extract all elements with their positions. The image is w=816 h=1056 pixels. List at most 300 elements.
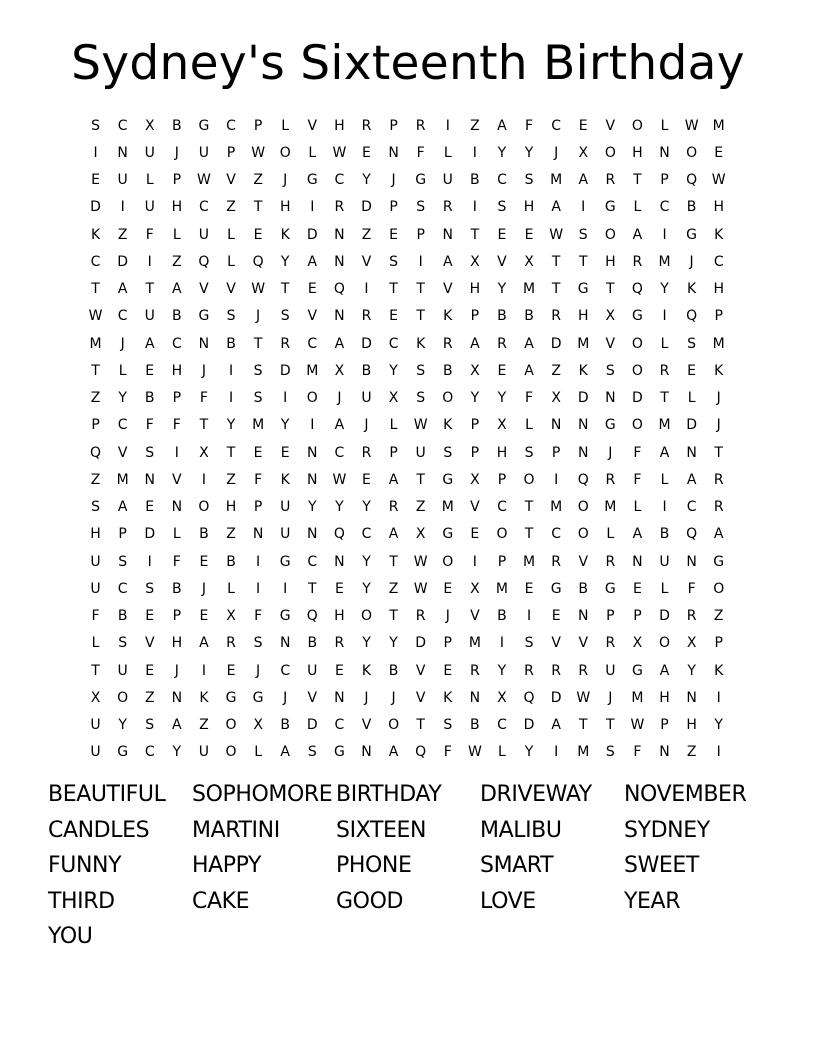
grid-letter: S xyxy=(524,172,534,189)
grid-letter: O xyxy=(577,499,589,516)
word-list-item: THIRD xyxy=(48,888,115,914)
grid-letter: U xyxy=(198,144,210,161)
grid-letter: C xyxy=(226,117,236,134)
grid-letter: N xyxy=(171,499,183,516)
grid-letter: I xyxy=(445,117,450,134)
grid-letter: G xyxy=(198,117,210,134)
grid-letter: E xyxy=(497,226,507,243)
grid-letter: B xyxy=(497,608,507,625)
grid-letter: N xyxy=(252,526,264,543)
grid-letter: O xyxy=(442,553,454,570)
grid-letter: T xyxy=(308,580,317,597)
grid-letter: K xyxy=(714,362,724,379)
grid-letter: G xyxy=(713,553,725,570)
grid-letter: H xyxy=(469,281,481,298)
grid-letter: F xyxy=(254,608,263,625)
grid-letter: N xyxy=(198,335,210,352)
grid-letter: W xyxy=(251,281,266,298)
grid-letter: S xyxy=(145,717,155,734)
grid-letter: M xyxy=(604,499,617,516)
grid-letter: W xyxy=(684,117,699,134)
grid-letter: J xyxy=(445,608,450,625)
grid-row xyxy=(82,657,734,684)
grid-letter: Q xyxy=(306,608,318,625)
grid-letter: Y xyxy=(362,499,371,516)
grid-letter: A xyxy=(578,172,589,189)
grid-letter: K xyxy=(416,335,426,352)
grid-letter: R xyxy=(659,362,670,379)
grid-letter: F xyxy=(199,390,208,407)
grid-letter: Y xyxy=(335,499,344,516)
grid-letter: D xyxy=(361,335,372,352)
grid-letter: T xyxy=(551,253,561,270)
grid-letter: S xyxy=(118,553,128,570)
grid-letter: X xyxy=(470,362,480,379)
grid-letter: U xyxy=(117,662,128,679)
grid-letter: U xyxy=(144,308,155,325)
grid-letter: D xyxy=(117,253,129,270)
grid-letter: X xyxy=(415,526,426,543)
grid-letter: S xyxy=(145,580,155,597)
grid-letter: M xyxy=(658,417,671,434)
grid-letter: G xyxy=(604,417,616,434)
grid-letter: I xyxy=(228,362,234,379)
grid-letter: U xyxy=(198,744,210,761)
page-title: Sydney's Sixteenth Birthday xyxy=(71,36,745,91)
grid-letter: E xyxy=(551,608,561,625)
grid-letter: Z xyxy=(253,172,263,189)
grid-row xyxy=(82,139,734,166)
grid-letter: J xyxy=(120,335,125,352)
grid-letter: J xyxy=(554,144,559,161)
word-list-item: BEAUTIFUL xyxy=(48,782,166,807)
grid-letter: C xyxy=(334,717,345,734)
grid-letter: A xyxy=(659,662,670,679)
grid-letter: N xyxy=(307,444,318,461)
grid-letter: I xyxy=(526,608,532,625)
grid-letter: U xyxy=(280,499,291,516)
grid-letter: E xyxy=(687,362,697,379)
grid-letter: I xyxy=(716,744,721,761)
grid-letter: E xyxy=(632,580,642,597)
grid-letter: T xyxy=(91,281,100,298)
grid-letter: D xyxy=(415,635,427,652)
grid-letter: D xyxy=(361,199,372,216)
word-list-item: CAKE xyxy=(192,888,250,914)
grid-letter: I xyxy=(228,390,234,407)
grid-letter: I xyxy=(662,226,667,243)
grid-letter: E xyxy=(253,444,263,461)
grid-letter: S xyxy=(91,499,100,516)
grid-letter: U xyxy=(442,172,453,189)
grid-letter: B xyxy=(470,172,480,189)
grid-letter: Z xyxy=(90,390,101,407)
grid-letter: F xyxy=(633,471,642,488)
word-list-item: FUNNY xyxy=(48,853,122,879)
grid-letter: J xyxy=(608,444,613,461)
grid-letter: G xyxy=(442,471,454,488)
grid-letter: J xyxy=(716,390,721,407)
grid-letter: T xyxy=(91,662,100,679)
grid-letter: A xyxy=(524,362,534,379)
grid-row xyxy=(82,357,734,384)
grid-letter: V xyxy=(470,499,480,516)
grid-letter: S xyxy=(443,444,453,461)
grid-letter: B xyxy=(172,580,182,597)
grid-letter: X xyxy=(470,471,480,488)
grid-letter: O xyxy=(388,717,400,734)
grid-letter: F xyxy=(687,580,696,597)
grid-letter: P xyxy=(172,608,182,625)
grid-letter: C xyxy=(361,526,372,543)
grid-letter: B xyxy=(144,390,155,407)
grid-letter: X xyxy=(632,635,643,652)
grid-letter: A xyxy=(172,717,182,734)
grid-letter: D xyxy=(632,390,643,407)
grid-row xyxy=(82,575,734,602)
word-list-item: SYDNEY xyxy=(624,817,710,843)
grid-letter: P xyxy=(470,444,480,461)
grid-letter: R xyxy=(605,635,616,652)
grid-letter: Y xyxy=(714,717,723,734)
grid-letter: T xyxy=(280,281,290,298)
grid-letter: S xyxy=(497,199,507,216)
grid-letter: W xyxy=(711,172,726,189)
grid-letter: Q xyxy=(333,526,345,543)
grid-letter: G xyxy=(279,553,291,570)
grid-letter: U xyxy=(307,662,318,679)
grid-letter: K xyxy=(443,417,453,434)
grid-letter: R xyxy=(551,662,561,679)
grid-letter: W xyxy=(413,553,428,570)
grid-row xyxy=(82,439,734,466)
grid-letter: B xyxy=(686,199,697,216)
grid-letter: M xyxy=(550,499,563,516)
grid-letter: C xyxy=(713,253,724,270)
grid-letter: T xyxy=(226,444,236,461)
grid-letter: R xyxy=(605,172,616,189)
grid-letter: S xyxy=(389,253,399,270)
grid-letter: G xyxy=(225,689,237,706)
grid-letter: K xyxy=(714,226,724,243)
grid-letter: O xyxy=(604,226,616,243)
grid-letter: X xyxy=(334,362,345,379)
grid-letter: X xyxy=(199,444,209,461)
grid-letter: I xyxy=(716,689,721,706)
grid-letter: E xyxy=(145,499,155,516)
grid-letter: V xyxy=(144,635,155,652)
grid-letter: B xyxy=(497,308,507,325)
grid-letter: N xyxy=(577,444,589,461)
grid-letter: C xyxy=(117,417,128,434)
grid-letter: T xyxy=(416,717,425,734)
word-list-item: YEAR xyxy=(624,888,681,914)
word-list-item: SMART xyxy=(480,853,554,879)
grid-letter: Y xyxy=(118,390,127,407)
grid-letter: X xyxy=(144,117,155,134)
grid-letter: Z xyxy=(90,471,101,488)
grid-letter: M xyxy=(631,689,644,706)
grid-row xyxy=(82,112,734,139)
grid-letter: G xyxy=(442,526,454,543)
grid-letter: V xyxy=(307,308,318,325)
grid-letter: I xyxy=(364,281,369,298)
grid-letter: B xyxy=(388,662,399,679)
grid-letter: K xyxy=(443,689,453,706)
grid-letter: V xyxy=(226,281,236,298)
grid-letter: E xyxy=(307,281,317,298)
grid-letter: T xyxy=(253,199,263,216)
grid-letter: U xyxy=(90,717,101,734)
grid-letter: B xyxy=(172,117,182,134)
grid-letter: S xyxy=(416,199,426,216)
grid-letter: P xyxy=(551,444,561,461)
word-list-item: SIXTEEN xyxy=(336,817,427,843)
grid-letter: N xyxy=(686,444,697,461)
grid-letter: N xyxy=(550,417,562,434)
grid-letter: T xyxy=(145,281,155,298)
grid-letter: U xyxy=(280,526,291,543)
word-list-item: GOOD xyxy=(336,888,404,914)
grid-letter: L xyxy=(443,144,452,161)
grid-letter: V xyxy=(470,608,480,625)
grid-letter: Y xyxy=(660,281,669,298)
grid-letter: C xyxy=(90,253,101,270)
grid-letter: R xyxy=(334,635,345,652)
grid-letter: L xyxy=(660,471,669,488)
grid-letter: S xyxy=(307,744,317,761)
grid-letter: A xyxy=(117,281,128,298)
grid-letter: H xyxy=(713,281,724,298)
grid-letter: D xyxy=(550,689,562,706)
grid-letter: M xyxy=(712,335,725,352)
grid-letter: A xyxy=(280,744,290,761)
grid-row xyxy=(82,521,734,548)
grid-letter: U xyxy=(144,144,155,161)
grid-letter: N xyxy=(361,744,372,761)
grid-row xyxy=(82,221,734,248)
grid-letter: H xyxy=(577,308,589,325)
grid-letter: T xyxy=(714,444,723,461)
grid-letter: I xyxy=(662,308,667,325)
grid-letter: X xyxy=(253,717,263,734)
grid-letter: Y xyxy=(280,253,290,270)
grid-letter: E xyxy=(443,580,453,597)
grid-letter: N xyxy=(334,308,345,325)
grid-letter: R xyxy=(578,662,589,679)
grid-letter: K xyxy=(578,362,588,379)
grid-letter: P xyxy=(172,390,182,407)
grid-letter: W xyxy=(197,172,211,189)
grid-letter: A xyxy=(686,471,697,488)
grid-letter: G xyxy=(252,689,264,706)
grid-letter: Z xyxy=(226,199,236,216)
grid-letter: P xyxy=(389,199,398,216)
grid-letter: G xyxy=(577,281,589,298)
grid-letter: Q xyxy=(90,444,102,461)
grid-letter: X xyxy=(497,689,507,706)
grid-letter: L xyxy=(281,117,290,134)
grid-row xyxy=(82,412,734,439)
grid-letter: E xyxy=(199,608,209,625)
grid-letter: A xyxy=(117,499,128,516)
grid-letter: C xyxy=(144,744,155,761)
grid-letter: Q xyxy=(631,281,643,298)
grid-letter: L xyxy=(660,335,669,352)
grid-letter: J xyxy=(256,308,261,325)
word-list-item: PHONE xyxy=(336,853,412,879)
grid-letter: P xyxy=(497,471,507,488)
grid-letter: M xyxy=(523,553,536,570)
grid-letter: C xyxy=(551,117,562,134)
grid-letter: S xyxy=(524,635,534,652)
grid-letter: T xyxy=(606,281,615,298)
grid-letter: T xyxy=(416,281,425,298)
grid-letter: E xyxy=(362,471,371,488)
grid-letter: N xyxy=(279,635,291,652)
grid-letter: S xyxy=(91,117,100,134)
grid-letter: W xyxy=(549,226,564,243)
grid-letter: L xyxy=(308,144,317,161)
grid-letter: J xyxy=(201,362,206,379)
grid-letter: Z xyxy=(226,526,236,543)
grid-letter: P xyxy=(389,444,398,461)
grid-letter: Y xyxy=(524,744,534,761)
grid-letter: L xyxy=(172,226,181,243)
grid-letter: O xyxy=(279,144,291,161)
grid-letter: B xyxy=(470,717,480,734)
grid-letter: C xyxy=(280,662,291,679)
grid-letter: T xyxy=(416,471,425,488)
grid-letter: V xyxy=(361,717,372,734)
grid-letter: O xyxy=(360,608,372,625)
grid-letter: V xyxy=(307,117,318,134)
grid-letter: V xyxy=(307,689,318,706)
grid-letter: G xyxy=(686,226,698,243)
grid-letter: F xyxy=(172,553,181,570)
grid-letter: M xyxy=(495,580,508,597)
grid-letter: R xyxy=(605,553,616,570)
grid-letter: D xyxy=(306,226,318,243)
grid-letter: H xyxy=(225,499,237,516)
grid-letter: B xyxy=(442,362,453,379)
grid-letter: P xyxy=(714,308,723,325)
grid-letter: Q xyxy=(523,689,535,706)
grid-letter: B xyxy=(578,580,589,597)
grid-letter: E xyxy=(497,362,507,379)
grid-letter: B xyxy=(226,335,236,352)
grid-letter: D xyxy=(279,362,291,379)
grid-letter: H xyxy=(605,253,616,270)
grid-letter: O xyxy=(198,499,210,516)
grid-letter: O xyxy=(659,635,671,652)
grid-letter: H xyxy=(496,444,508,461)
grid-letter: F xyxy=(254,471,263,488)
grid-letter: B xyxy=(659,526,670,543)
grid-letter: H xyxy=(90,526,101,543)
grid-letter: G xyxy=(631,662,643,679)
grid-letter: E xyxy=(145,662,155,679)
grid-letter: P xyxy=(660,717,669,734)
grid-letter: T xyxy=(524,526,534,543)
grid-letter: A xyxy=(632,226,643,243)
grid-letter: P xyxy=(253,117,263,134)
grid-row xyxy=(82,303,734,330)
grid-letter: V xyxy=(551,635,561,652)
grid-letter: T xyxy=(578,253,588,270)
grid-letter: V xyxy=(578,635,589,652)
grid-letter: S xyxy=(416,390,426,407)
grid-row xyxy=(82,684,734,711)
grid-letter: G xyxy=(631,308,643,325)
letter-grid xyxy=(82,112,734,766)
grid-letter: O xyxy=(117,689,129,706)
grid-letter: U xyxy=(144,199,155,216)
grid-letter: D xyxy=(659,608,670,625)
grid-letter: P xyxy=(497,553,507,570)
grid-letter: V xyxy=(578,553,589,570)
grid-letter: R xyxy=(361,308,372,325)
grid-letter: Y xyxy=(687,662,696,679)
grid-letter: N xyxy=(686,689,697,706)
grid-letter: O xyxy=(577,526,589,543)
grid-letter: T xyxy=(389,553,398,570)
grid-letter: I xyxy=(310,417,315,434)
grid-letter: E xyxy=(362,144,371,161)
grid-row xyxy=(82,330,734,357)
grid-letter: E xyxy=(443,662,453,679)
grid-letter: X xyxy=(90,689,101,706)
grid-letter: L xyxy=(145,172,154,189)
grid-letter: W xyxy=(467,744,482,761)
grid-letter: V xyxy=(415,662,426,679)
grid-letter: A xyxy=(551,199,561,216)
grid-letter: B xyxy=(226,553,236,570)
grid-letter: M xyxy=(577,744,590,761)
grid-letter: I xyxy=(147,553,152,570)
grid-letter: O xyxy=(604,144,616,161)
grid-letter: D xyxy=(523,717,535,734)
word-list-item: LOVE xyxy=(480,888,536,914)
grid-letter: P xyxy=(91,417,100,434)
grid-letter: I xyxy=(554,471,559,488)
grid-letter: I xyxy=(283,580,288,597)
grid-letter: Q xyxy=(686,526,698,543)
grid-letter: P xyxy=(633,608,642,625)
grid-letter: T xyxy=(470,226,480,243)
grid-letter: O xyxy=(631,117,643,134)
grid-letter: E xyxy=(334,580,344,597)
grid-letter: G xyxy=(333,744,345,761)
grid-letter: K xyxy=(687,281,697,298)
grid-letter: B xyxy=(307,635,318,652)
grid-letter: C xyxy=(551,526,562,543)
grid-letter: H xyxy=(334,608,345,625)
grid-letter: Y xyxy=(524,144,534,161)
grid-letter: G xyxy=(415,172,427,189)
grid-letter: R xyxy=(415,608,426,625)
grid-letter: S xyxy=(687,335,697,352)
grid-letter: C xyxy=(388,335,399,352)
grid-letter: I xyxy=(174,444,179,461)
grid-letter: V xyxy=(199,281,209,298)
grid-letter: Z xyxy=(470,117,480,134)
grid-letter: N xyxy=(577,608,589,625)
grid-letter: E xyxy=(714,144,724,161)
grid-letter: G xyxy=(279,608,291,625)
grid-letter: X xyxy=(578,144,589,161)
grid-letter: I xyxy=(662,499,667,516)
